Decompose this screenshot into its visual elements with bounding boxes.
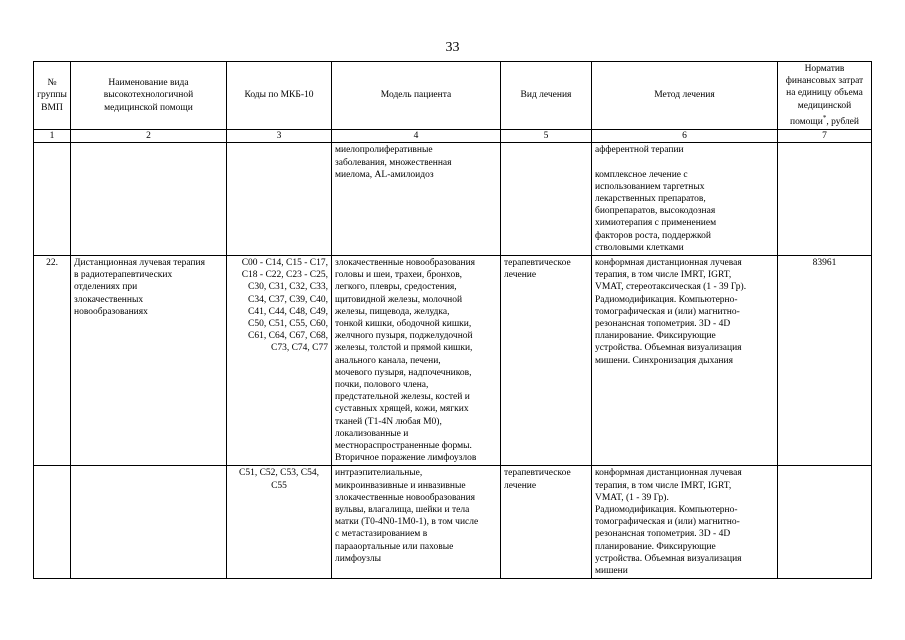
cell-text-line: C34, C37, C39, C40, [248,294,328,305]
cell-text-line: C18 - C22, C23 - C25, [241,270,328,281]
cell-text-line: головы и шеи, трахеи, бронхов, [335,270,463,281]
icd-codes-cell [227,256,332,466]
cell-text-line: почки, полового члена, [335,380,429,391]
cell-text-line: использованием таргетных [595,181,705,192]
cell-text-line: желчного пузыря, поджелудочной [335,331,473,342]
cell-text-line: резонансная топометрия. 3D - 4D [595,319,731,330]
treatment-type-cell [501,256,592,466]
column-number: 5 [501,130,592,143]
cell-text-line: тканей (T1-4N любая M0), [335,416,442,427]
cell-text-line: лечение [504,270,537,281]
cell-text-line: лекарственных препаратов, [595,193,706,204]
cell-text-line: мишени [595,566,628,577]
header-treatment-type: Вид лечения [501,62,592,130]
treatment-method-cell [592,143,778,256]
cell-text-line: щитовидной железы, молочной [335,294,463,305]
cell-text-line: Вторичное поражение лимфоузлов [335,453,477,464]
treatment-method-cell [592,256,778,466]
cell-text-line: C00 - C14, C15 - C17, [241,258,328,268]
cell-text-line: предстательной железы, костей и [335,392,470,403]
cell-text-line: местнораспространенные формы. [335,441,472,452]
cell-text-line: анального канала, печени, [335,355,441,366]
column-number-row [34,130,872,143]
header-cost-norm: Норматив финансовых затрат на единицу объема медицинской помощи*, рублей [778,62,872,130]
cell-text-line: локализованные и [335,428,409,439]
cell-text-line: VMAT, стереотаксическая (1 - 39 Гр). [595,282,747,293]
cell-text-line: C55 [271,480,287,491]
cell-text-line: Дистанционная лучевая терапия [74,258,205,268]
cell-text-line: железы, пищевода, желудка, [335,306,450,317]
table-row [34,256,872,466]
patient-model-cell [332,143,501,256]
cell-text-line: C41, C44, C48, C49, [248,306,328,317]
cell-text-line: факторов роста, поддержкой [595,230,711,241]
cell-text-line: томографическая и (или) магнитно- [595,517,740,528]
cell-text-line: злокачественные новообразования [335,492,476,503]
cell-text-line: вульвы, влагалища, шейки и тела [335,505,470,516]
cell-text-line: планирование. Фиксирующие [595,331,716,342]
cell-text-line: легкого, плевры, средостения, [335,282,457,293]
table-row [34,143,872,256]
service-name-cell [71,256,227,466]
cell-text-line: в радиотерапевтических [74,270,173,281]
column-number: 4 [332,130,501,143]
group-number-cell [34,143,71,256]
cell-text-line: комплексное лечение с [595,169,688,180]
cell-text-line [595,157,774,169]
cell-text-line: химиотерапия с применением [595,218,717,229]
treatment-method-cell [592,466,778,579]
cell-text-line: терапия, в том числе IMRT, IGRT, [595,270,732,281]
cell-text-line: лимфоузлы [335,553,382,564]
cell-text-line: C51, C52, C53, C54, [239,468,319,479]
cell-text-line: парааортальные или паховые [335,541,454,552]
cell-text-line: терапевтическое [504,468,571,479]
icd-codes-cell [227,143,332,256]
cell-text-line: злокачественные новообразования [335,258,476,268]
column-number: 6 [592,130,778,143]
cell-text-line: устройства. Объемная визуализация [595,343,742,354]
treatment-type-cell [501,466,592,579]
cell-text-line: заболевания, множественная [335,157,452,168]
vmp-table [33,61,872,579]
patient-model-cell [332,466,501,579]
column-number: 1 [34,130,71,143]
cost-norm-cell: 83961 [778,256,872,466]
cost-norm-cell [778,143,872,256]
group-number-cell: 22. [34,256,71,466]
cell-text-line: биопрепаратов, высокодозная [595,206,716,217]
table-row [34,466,872,579]
cell-text-line: планирование. Фиксирующие [595,541,716,552]
cell-text-line: микроинвазивные и инвазивные [335,480,466,491]
cell-text-line: новообразованиях [74,306,148,317]
column-number: 2 [71,130,227,143]
header-row [34,62,872,130]
cell-text-line: интраэпителиальные, [335,468,423,479]
cell-text-line: тонкой кишки, ободочной кишки, [335,319,472,330]
cell-text-line: терапевтическое [504,258,571,268]
cell-text-line: конформная дистанционная лучевая [595,468,742,479]
cell-text-line: миелома, AL-амилоидоз [335,169,434,180]
header-treatment-method: Метод лечения [592,62,778,130]
service-name-cell [71,143,227,256]
cell-text-line: лечение [504,480,537,491]
cell-text-line: терапия, в том числе IMRT, IGRT, [595,480,732,491]
cell-text-line: мочевого пузыря, надпочечников, [335,367,472,378]
header-icd-codes: Коды по МКБ-10 [227,62,332,130]
column-number: 7 [778,130,872,143]
cell-text-line: суставных хрящей, кожи, мягких [335,404,469,415]
cell-text-line: злокачественных [74,294,144,305]
cell-text-line: C30, C31, C32, C33, [248,282,328,293]
cell-text-line: C73, C74, C77 [270,343,328,354]
cell-text-line: устройства. Объемная визуализация [595,553,742,564]
cell-text-line: матки (T0-4N0-1M0-1), в том числе [335,517,479,528]
patient-model-cell [332,256,501,466]
cell-text-line: Радиомодификация. Компьютерно- [595,294,738,305]
cell-text-line: миелопролиферативные [335,145,433,156]
cell-text-line: афферентной терапии [595,145,684,156]
cell-text-line: конформная дистанционная лучевая [595,258,742,268]
header-group-number: № группы ВМП [34,62,71,130]
header-patient-model: Модель пациента [332,62,501,130]
cell-text-line: томографическая и (или) магнитно- [595,306,740,317]
cell-text-line: с метастазированием в [335,529,428,540]
cell-text-line: отделениях при [74,282,138,293]
page-number: 33 [445,40,460,55]
header-service-name: Наименование вида высокотехнологичной медицинской помощи [71,62,227,130]
group-number-cell [34,466,71,579]
cost-norm-cell [778,466,872,579]
cell-text-line: резонансная топометрия. 3D - 4D [595,529,731,540]
cell-text-line: стволовыми клетками [595,242,684,253]
treatment-type-cell [501,143,592,256]
cell-text-line: мишени. Синхронизация дыхания [595,355,733,366]
cell-text-line: VMAT, (1 - 39 Гр). [595,492,669,503]
icd-codes-cell [227,466,332,579]
cell-text-line: Радиомодификация. Компьютерно- [595,505,738,516]
cell-text-line: C61, C64, C67, C68, [248,331,328,342]
cell-text-line: C50, C51, C55, C60, [248,319,328,330]
column-number: 3 [227,130,332,143]
service-name-cell [71,466,227,579]
cell-text-line: железы, толстой и прямой кишки, [335,343,473,354]
